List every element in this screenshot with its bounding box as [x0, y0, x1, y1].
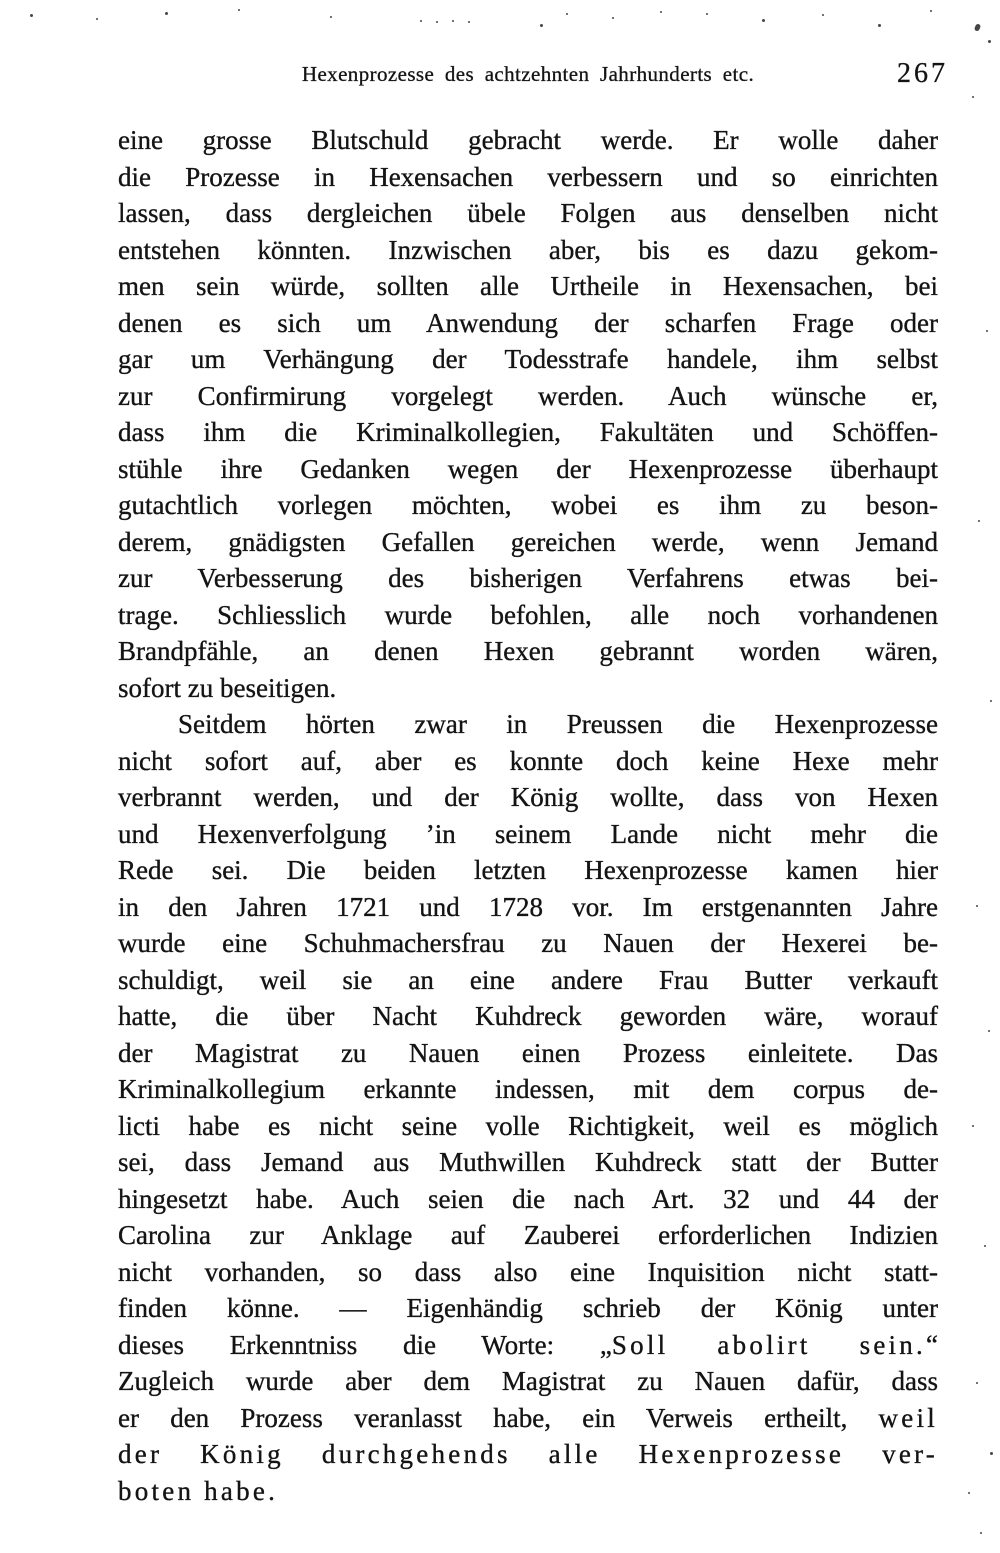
- speck: [540, 24, 543, 27]
- speck: [990, 700, 992, 702]
- speck: [660, 11, 662, 13]
- emphasized-quote-text: Soll abolirt sein.: [611, 1329, 927, 1360]
- text-line: Brandpfähle, an denen Hexen gebrannt worden wären,: [118, 636, 938, 666]
- speck: [976, 905, 978, 907]
- text-line: verbrannt werden, und der König wollte, dass von Hexen: [118, 782, 938, 812]
- verweis-line-prefix: er den Prozess veranlasst habe, ein Verweis ertheilt,: [118, 1402, 879, 1433]
- text-line: lassen, dass dergleichen übele Folgen aus denselben nicht: [118, 198, 938, 228]
- speck: [30, 14, 33, 17]
- speck: [762, 19, 765, 22]
- speck: [612, 17, 614, 19]
- text-line: men sein würde, sollten alle Urtheile in Hexensachen, bei: [118, 271, 938, 301]
- speck: [976, 1382, 978, 1384]
- text-line: gar um Verhängung der Todesstrafe handele, ihm selbst: [118, 344, 938, 374]
- text-line: Zugleich wurde aber dem Magistrat zu Nauen dafür, dass: [118, 1366, 938, 1396]
- speck: [706, 13, 708, 15]
- text-line: schuldigt, weil sie an eine andere Frau Butter verkauft: [118, 964, 938, 995]
- speck: [452, 20, 454, 22]
- speck: [988, 40, 991, 43]
- quote-line-suffix: “: [926, 1329, 938, 1360]
- paragraph-1: [118, 122, 938, 706]
- text-line: und Hexenverfolgung ’in seinem Lande nicht mehr die: [118, 818, 938, 849]
- text-line: denen es sich um Anwendung der scharfen Frage oder: [118, 307, 938, 338]
- text-line: sei, dass Jemand aus Muthwillen Kuhdreck statt der Butter: [118, 1147, 938, 1177]
- text-line: hatte, die über Nacht Kuhdreck geworden wäre, worauf: [118, 1001, 938, 1031]
- text-line: in den Jahren 1721 und 1728 vor. Im erstgenannten Jahre: [118, 891, 938, 922]
- speck: [420, 20, 422, 22]
- speck: [972, 96, 974, 98]
- speck: [165, 12, 168, 15]
- text-line: stühle ihre Gedanken wegen der Hexenprozesse überhaupt: [118, 453, 938, 484]
- text-line: licti habe es nicht seine volle Richtigkeit, weil es möglich: [118, 1110, 938, 1141]
- text-line: eine grosse Blutschuld gebracht werde. Er wolle daher: [118, 125, 938, 155]
- text-line: finden könne. — Eigenhändig schrieb der König unter: [118, 1293, 938, 1323]
- speck: [238, 9, 240, 11]
- speck: [980, 1532, 982, 1534]
- text-line-emphasis: der König durchgehends alle Hexenprozesse ver-: [118, 1439, 938, 1469]
- paragraph-2: [118, 706, 938, 1509]
- text-line: derem, gnädigsten Gefallen gereichen werde, wenn Jemand: [118, 526, 938, 557]
- speck: [986, 330, 988, 332]
- text-line: trage. Schliesslich wurde befohlen, alle noch vorhandenen: [118, 599, 938, 630]
- text-line: der Magistrat zu Nauen einen Prozess einleitete. Das: [118, 1037, 938, 1068]
- text-line: entstehen könnten. Inzwischen aber, bis es dazu gekom-: [118, 234, 938, 265]
- speck: [330, 16, 332, 18]
- text-line: wurde eine Schuhmachersfrau zu Nauen der Hexerei be-: [118, 928, 938, 958]
- speck: [972, 1125, 974, 1127]
- speck: [984, 1245, 986, 1247]
- running-head: [118, 58, 948, 96]
- text-line-quote-emphasis: [118, 1327, 938, 1364]
- text-line: Kriminalkollegium erkannte indessen, mit dem corpus de-: [118, 1074, 938, 1104]
- speck: [96, 18, 98, 20]
- text-line: nicht sofort auf, aber es konnte doch keine Hexe mehr: [118, 745, 938, 776]
- text-line: zur Verbesserung des bisherigen Verfahrens etwas bei-: [118, 563, 938, 593]
- emphasized-word: weil: [878, 1402, 938, 1433]
- speck: [878, 24, 881, 27]
- text-line: sofort zu beseitigen.: [118, 672, 337, 703]
- text-line: zur Confirmirung vorgelegt werden. Auch wünsche er,: [118, 380, 938, 411]
- speck: [468, 21, 470, 23]
- text-line: dass ihm die Kriminalkollegien, Fakultäten und Schöffen-: [118, 417, 938, 447]
- text-line: Rede sei. Die beiden letzten Hexenprozesse kamen hier: [118, 855, 938, 885]
- text-line-emphasis: boten habe.: [118, 1475, 279, 1506]
- text-line: gutachtlich vorlegen möchten, wobei es ihm zu beson-: [118, 490, 938, 520]
- running-head-title: Hexenprozesse des achtzehnten Jahrhunderts etc.: [301, 62, 755, 86]
- speck: [974, 23, 981, 31]
- text-line: Seitdem hörten zwar in Preussen die Hexenprozesse: [178, 709, 938, 739]
- quote-line-prefix: dieses Erkenntniss die Worte: „: [118, 1329, 612, 1360]
- text-line: die Prozesse in Hexensachen verbessern und so einrichten: [118, 161, 938, 192]
- speck: [990, 1452, 993, 1455]
- speck: [988, 1030, 990, 1032]
- speck: [822, 14, 824, 16]
- speck: [566, 13, 568, 15]
- text-line: nicht vorhanden, so dass also eine Inquisition nicht statt-: [118, 1256, 938, 1287]
- text-line-partial-emphasis: [118, 1400, 938, 1437]
- speck: [436, 21, 438, 23]
- page-body: [118, 122, 938, 1509]
- text-line: hingesetzt habe. Auch seien die nach Art. 32 und 44 der: [118, 1183, 938, 1214]
- speck: [978, 520, 980, 522]
- text-line: Carolina zur Anklage auf Zauberei erforderlichen Indizien: [118, 1220, 938, 1250]
- page-number: 267: [897, 58, 948, 89]
- speck: [930, 10, 932, 12]
- speck: [968, 1492, 970, 1494]
